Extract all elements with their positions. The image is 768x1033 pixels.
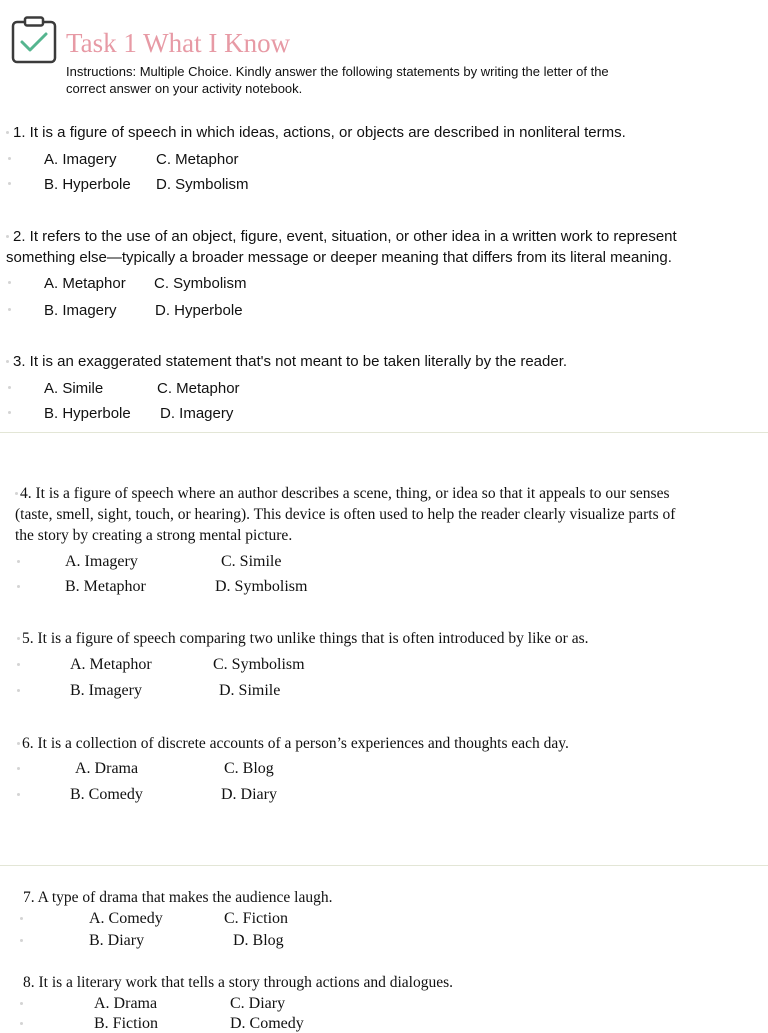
question-3-text: 3. It is an exaggerated statement that's not meant to be taken literally by the reader. [13, 353, 568, 370]
q8-option-d: D. Comedy [230, 1015, 304, 1032]
q7-option-c: C. Fiction [224, 910, 289, 927]
bullet-dot [6, 360, 9, 363]
bullet-dot [6, 131, 9, 134]
q1-option-d: D. Symbolism [156, 176, 249, 193]
bullet-dot [8, 308, 11, 311]
bullet-dot [17, 637, 20, 640]
page-divider [0, 865, 768, 866]
q6-option-b: B. Comedy [70, 786, 143, 803]
question-4-text-line-1: 4. It is a figure of speech where an author describes a scene, thing, or idea so that it appeals to our senses [20, 485, 670, 502]
question-1-text: 1. It is a figure of speech in which ideas, actions, or objects are described in nonliteral terms. [13, 124, 626, 141]
bullet-dot [8, 182, 11, 185]
bullet-dot [8, 281, 11, 284]
q2-option-c: C. Symbolism [154, 275, 247, 292]
q3-option-c: C. Metaphor [157, 380, 240, 397]
bullet-dot [8, 411, 11, 414]
question-2-text-line-2: something else—typically a broader message or deeper meaning that differs from its literal meaning. [6, 249, 672, 266]
bullet-dot [17, 560, 20, 563]
page-divider [0, 432, 768, 433]
question-4-text-line-2: (taste, smell, sight, touch, or hearing). This device is often used to help the reader clearly visualize parts of [15, 506, 676, 523]
question-2-text-line-1: 2. It refers to the use of an object, figure, event, situation, or other idea in a written work to represent [13, 228, 677, 245]
bullet-dot [17, 742, 20, 745]
clipboard-check-icon [11, 16, 59, 71]
q7-option-d: D. Blog [233, 932, 284, 949]
bullet-dot [15, 492, 18, 495]
q1-option-c: C. Metaphor [156, 151, 239, 168]
bullet-dot [17, 663, 20, 666]
q3-option-a: A. Simile [44, 380, 104, 397]
bullet-dot [17, 689, 20, 692]
q1-option-a: A. Imagery [44, 151, 117, 168]
q6-option-c: C. Blog [224, 760, 274, 777]
q2-option-b: B. Imagery [44, 302, 117, 319]
bullet-dot [17, 767, 20, 770]
bullet-dot [20, 939, 23, 942]
q2-option-a: A. Metaphor [44, 275, 126, 292]
bullet-dot [17, 793, 20, 796]
q7-option-b: B. Diary [89, 932, 145, 949]
question-4-text-line-3: the story by creating a strong mental picture. [15, 527, 293, 544]
q2-option-d: D. Hyperbole [155, 302, 243, 319]
q8-option-a: A. Drama [94, 995, 158, 1012]
q4-option-a: A. Imagery [65, 553, 138, 570]
bullet-dot [17, 585, 20, 588]
q5-option-b: B. Imagery [70, 682, 142, 699]
question-5-text: 5. It is a figure of speech comparing two unlike things that is often introduced by like or as. [22, 630, 589, 647]
page-title: Task 1 What I Know [66, 28, 291, 58]
q6-option-d: D. Diary [221, 786, 277, 803]
question-6-text: 6. It is a collection of discrete accounts of a person’s experiences and thoughts each day. [22, 735, 569, 752]
instructions-line-1: Instructions: Multiple Choice. Kindly answer the following statements by writing the letter of the [66, 64, 609, 79]
bullet-dot [6, 235, 9, 238]
bullet-dot [20, 1002, 23, 1005]
q1-option-b: B. Hyperbole [44, 176, 131, 193]
bullet-dot [20, 917, 23, 920]
instructions-line-2: correct answer on your activity notebook. [66, 81, 303, 96]
q4-option-c: C. Simile [221, 553, 282, 570]
q3-option-b: B. Hyperbole [44, 405, 131, 422]
q5-option-c: C. Symbolism [213, 656, 305, 673]
q5-option-a: A. Metaphor [70, 656, 152, 673]
question-8-text: 8. It is a literary work that tells a story through actions and dialogues. [23, 974, 454, 991]
question-7-text: 7. A type of drama that makes the audience laugh. [23, 889, 333, 906]
q8-option-c: C. Diary [230, 995, 286, 1012]
q5-option-d: D. Simile [219, 682, 281, 699]
q3-option-d: D. Imagery [160, 405, 234, 422]
q7-option-a: A. Comedy [89, 910, 163, 927]
q4-option-d: D. Symbolism [215, 578, 308, 595]
bullet-dot [8, 386, 11, 389]
q8-option-b: B. Fiction [94, 1015, 159, 1032]
q4-option-b: B. Metaphor [65, 578, 146, 595]
bullet-dot [8, 157, 11, 160]
q6-option-a: A. Drama [75, 760, 139, 777]
